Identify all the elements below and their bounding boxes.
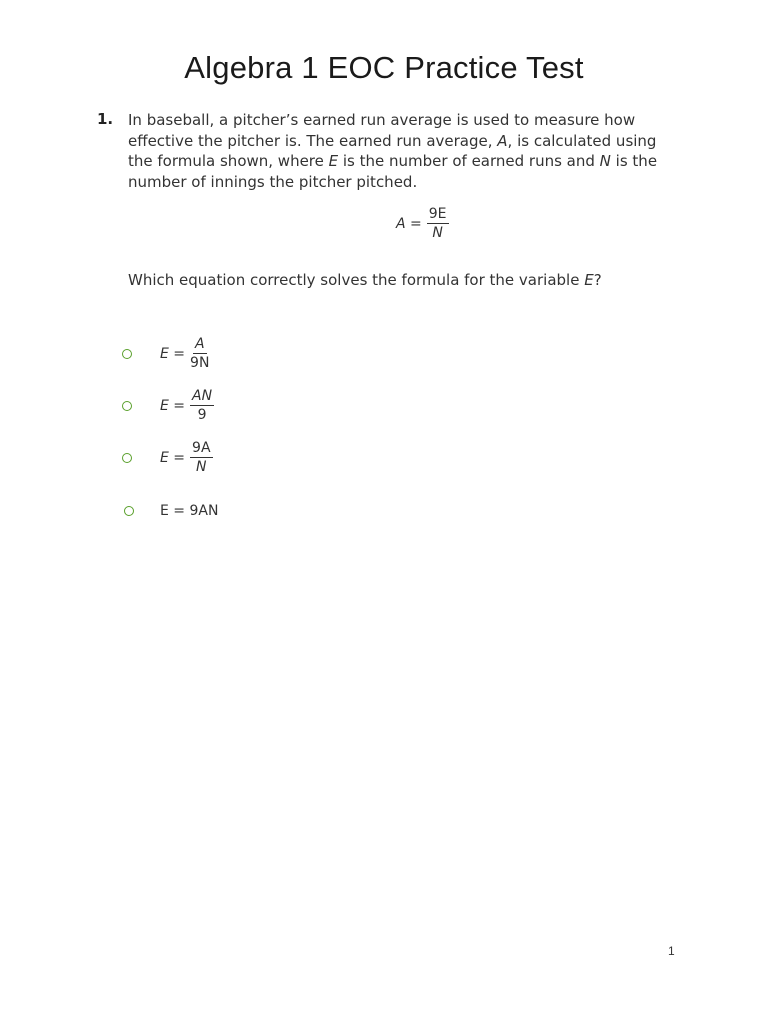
- page-title: Algebra 1 EOC Practice Test: [184, 50, 584, 85]
- choice-c-fraction: $\frac{9A}{N}$: [192, 440, 211, 475]
- answer-choice-c[interactable]: [122, 440, 213, 475]
- choice-a-expression: E = $\frac{A}{9N}$: [160, 336, 210, 371]
- page-number: 1: [668, 944, 675, 958]
- given-formula: [396, 206, 449, 241]
- choice-b-fraction: $\frac{AN}{9}$: [192, 388, 213, 423]
- choice-a-fraction: $\frac{A}{9N}$: [190, 336, 210, 371]
- question-number: 1.: [97, 110, 114, 128]
- question-line-2: effective the pitcher is. The earned run average, A, is calculated using: [128, 131, 657, 150]
- formula-lhs: A =: [396, 215, 422, 232]
- radio-button-a[interactable]: [122, 349, 132, 359]
- question-line-4: number of innings the pitcher pitched.: [128, 172, 418, 191]
- choice-b-expression: E = $\frac{AN}{9}$: [160, 388, 213, 423]
- question-line-1: In baseball, a pitcher’s earned run average is used to measure how: [128, 111, 636, 129]
- answer-choice-d[interactable]: [124, 503, 218, 519]
- radio-button-c[interactable]: [122, 453, 132, 463]
- choice-c-expression: E = $\frac{9A}{N}$: [160, 440, 211, 475]
- question-line-3: the formula shown, where E is the number of earned runs and N is the: [128, 152, 658, 170]
- formula-denominator: N: [432, 225, 443, 241]
- answer-choice-b[interactable]: [122, 388, 214, 423]
- radio-button-d[interactable]: [124, 506, 134, 516]
- question-prompt: Which equation correctly solves the formula for the variable E?: [128, 271, 602, 289]
- formula-fraction: [427, 206, 449, 241]
- radio-button-b[interactable]: [122, 401, 132, 411]
- answer-choice-a[interactable]: [122, 336, 209, 371]
- formula-numerator: 9E: [428, 206, 447, 222]
- choice-d-expression: E = 9AN: [160, 503, 219, 519]
- question-text: [128, 110, 698, 192]
